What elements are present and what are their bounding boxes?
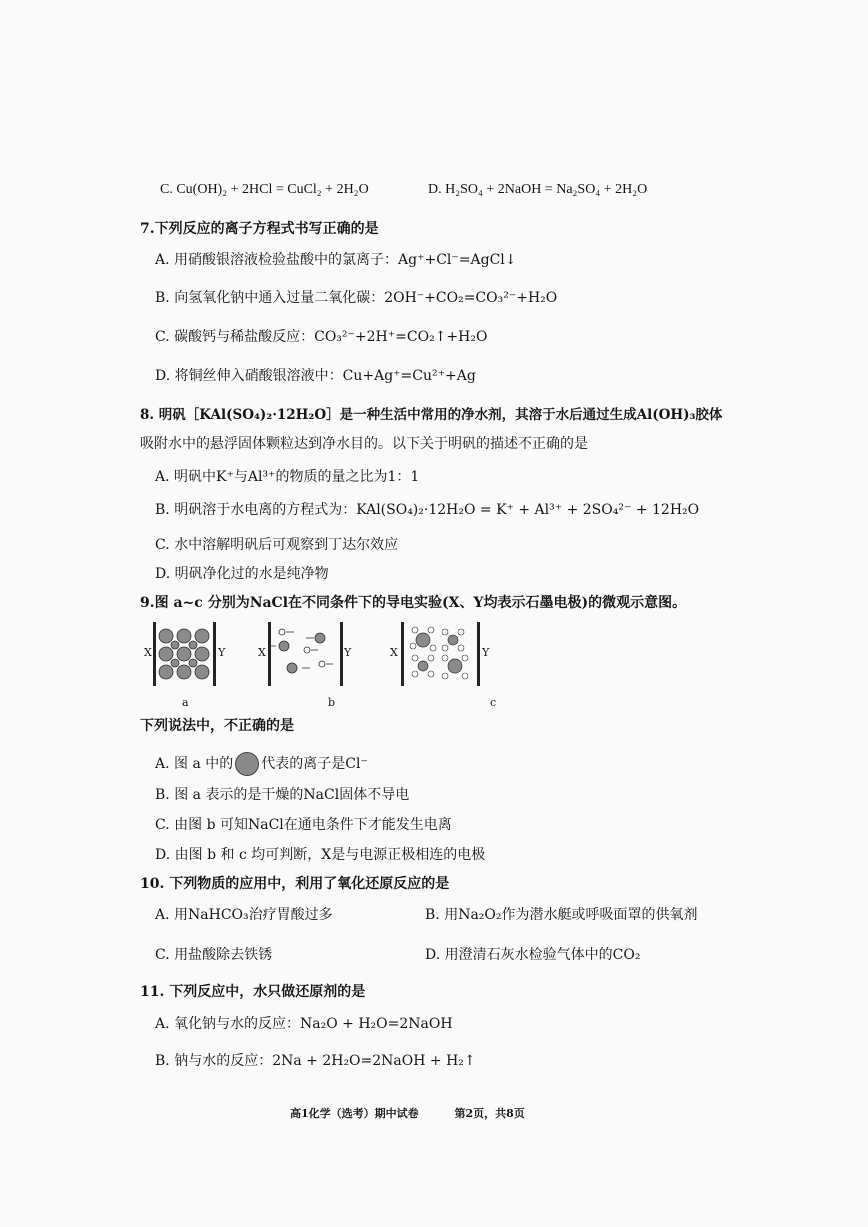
q9-option-c: C. 由图 b 可知NaCl在通电条件下才能发生电离 — [155, 817, 452, 833]
q9-option-a — [155, 752, 368, 776]
q8-option-b: B. 明矾溶于水电离的方程式为：KAl(SO₄)₂·12H₂O = K⁺ + Al³⁺ + 2SO₄²⁻ + 12H₂O — [155, 502, 700, 518]
figure-a — [140, 620, 230, 692]
fig-b-caption: b — [328, 696, 336, 709]
q7-stem: 7.下列反应的离子方程式书写正确的是 — [140, 221, 379, 237]
q10-stem: 10. 下列物质的应用中，利用了氧化还原反应的是 — [140, 876, 450, 892]
figure-b — [262, 620, 352, 692]
q8-option-d: D. 明矾净化过的水是纯净物 — [155, 566, 329, 582]
q7-option-b: B. 向氢氧化钠中通入过量二氧化碳：2OH⁻+CO₂=CO₃²⁻+H₂O — [155, 290, 558, 306]
q9-stem: 9.图 a~c 分别为NaCl在不同条件下的导电实验(X、Y均表示石墨电极)的微观示意图。 — [140, 595, 687, 611]
fig-c-caption: c — [490, 696, 497, 709]
q9-sub-stem: 下列说法中，不正确的是 — [140, 718, 294, 734]
q10-option-d: D. 用澄清石灰水检验气体中的CO₂ — [425, 947, 641, 963]
q7-option-a: A. 用硝酸银溶液检验盐酸中的氯离子：Ag⁺+Cl⁻=AgCl↓ — [155, 252, 517, 268]
fig-c-x-label: X — [390, 646, 398, 659]
q6-option-c: C. Cu(OH)₂ + 2HCl = CuCl₂ + 2H₂O — [160, 182, 369, 197]
fig-a-caption: a — [182, 696, 189, 709]
q6-option-d: D. H₂SO₄ + 2NaOH = Na₂SO₄ + 2H₂O — [428, 182, 648, 197]
page-footer — [290, 1105, 557, 1121]
footer-page: 第2页，共8页 — [454, 1107, 525, 1120]
q7-option-d: D. 将铜丝伸入硝酸银溶液中：Cu+Ag⁺=Cu²⁺+Ag — [155, 368, 476, 384]
fig-c-y-label: Y — [482, 646, 490, 659]
gray-ion-icon — [235, 752, 259, 776]
q11-stem: 11. 下列反应中，水只做还原剂的是 — [140, 984, 366, 1000]
q9-option-a-post: 代表的离子是Cl⁻ — [261, 756, 368, 772]
fig-a-y-label: Y — [218, 646, 226, 659]
footer-title: 高1化学（选考）期中试卷 — [290, 1107, 419, 1120]
q8-stem-line1: 8. 明矾［KAl(SO₄)₂·12H₂O］是一种生活中常用的净水剂，其溶于水后通过生成Al(OH)₃胶体 — [140, 407, 723, 423]
q8-option-a: A. 明矾中K⁺与Al³⁺的物质的量之比为1：1 — [155, 469, 420, 485]
q8-stem-line2: 吸附水中的悬浮固体颗粒达到净水目的。以下关于明矾的描述不正确的是 — [140, 436, 588, 452]
q9-option-b: B. 图 a 表示的是干燥的NaCl固体不导电 — [155, 787, 410, 803]
q10-option-a: A. 用NaHCO₃治疗胃酸过多 — [155, 907, 333, 923]
q11-option-b: B. 钠与水的反应：2Na + 2H₂O=2NaOH + H₂↑ — [155, 1053, 476, 1069]
fig-b-y-label: Y — [344, 646, 352, 659]
q11-option-a: A. 氧化钠与水的反应：Na₂O + H₂O=2NaOH — [155, 1016, 453, 1032]
q9-option-d: D. 由图 b 和 c 均可判断，X是与电源正极相连的电极 — [155, 847, 486, 863]
q10-option-c: C. 用盐酸除去铁锈 — [155, 947, 273, 963]
q10-option-b: B. 用Na₂O₂作为潜水艇或呼吸面罩的供氧剂 — [425, 907, 698, 923]
q9-option-a-pre: A. 图 a 中的 — [155, 756, 234, 772]
q8-option-c: C. 水中溶解明矾后可观察到丁达尔效应 — [155, 537, 399, 553]
q7-option-c: C. 碳酸钙与稀盐酸反应：CO₃²⁻+2H⁺=CO₂↑+H₂O — [155, 329, 488, 345]
fig-b-x-label: X — [258, 646, 266, 659]
fig-a-x-label: X — [144, 646, 152, 659]
figure-c — [395, 620, 491, 692]
